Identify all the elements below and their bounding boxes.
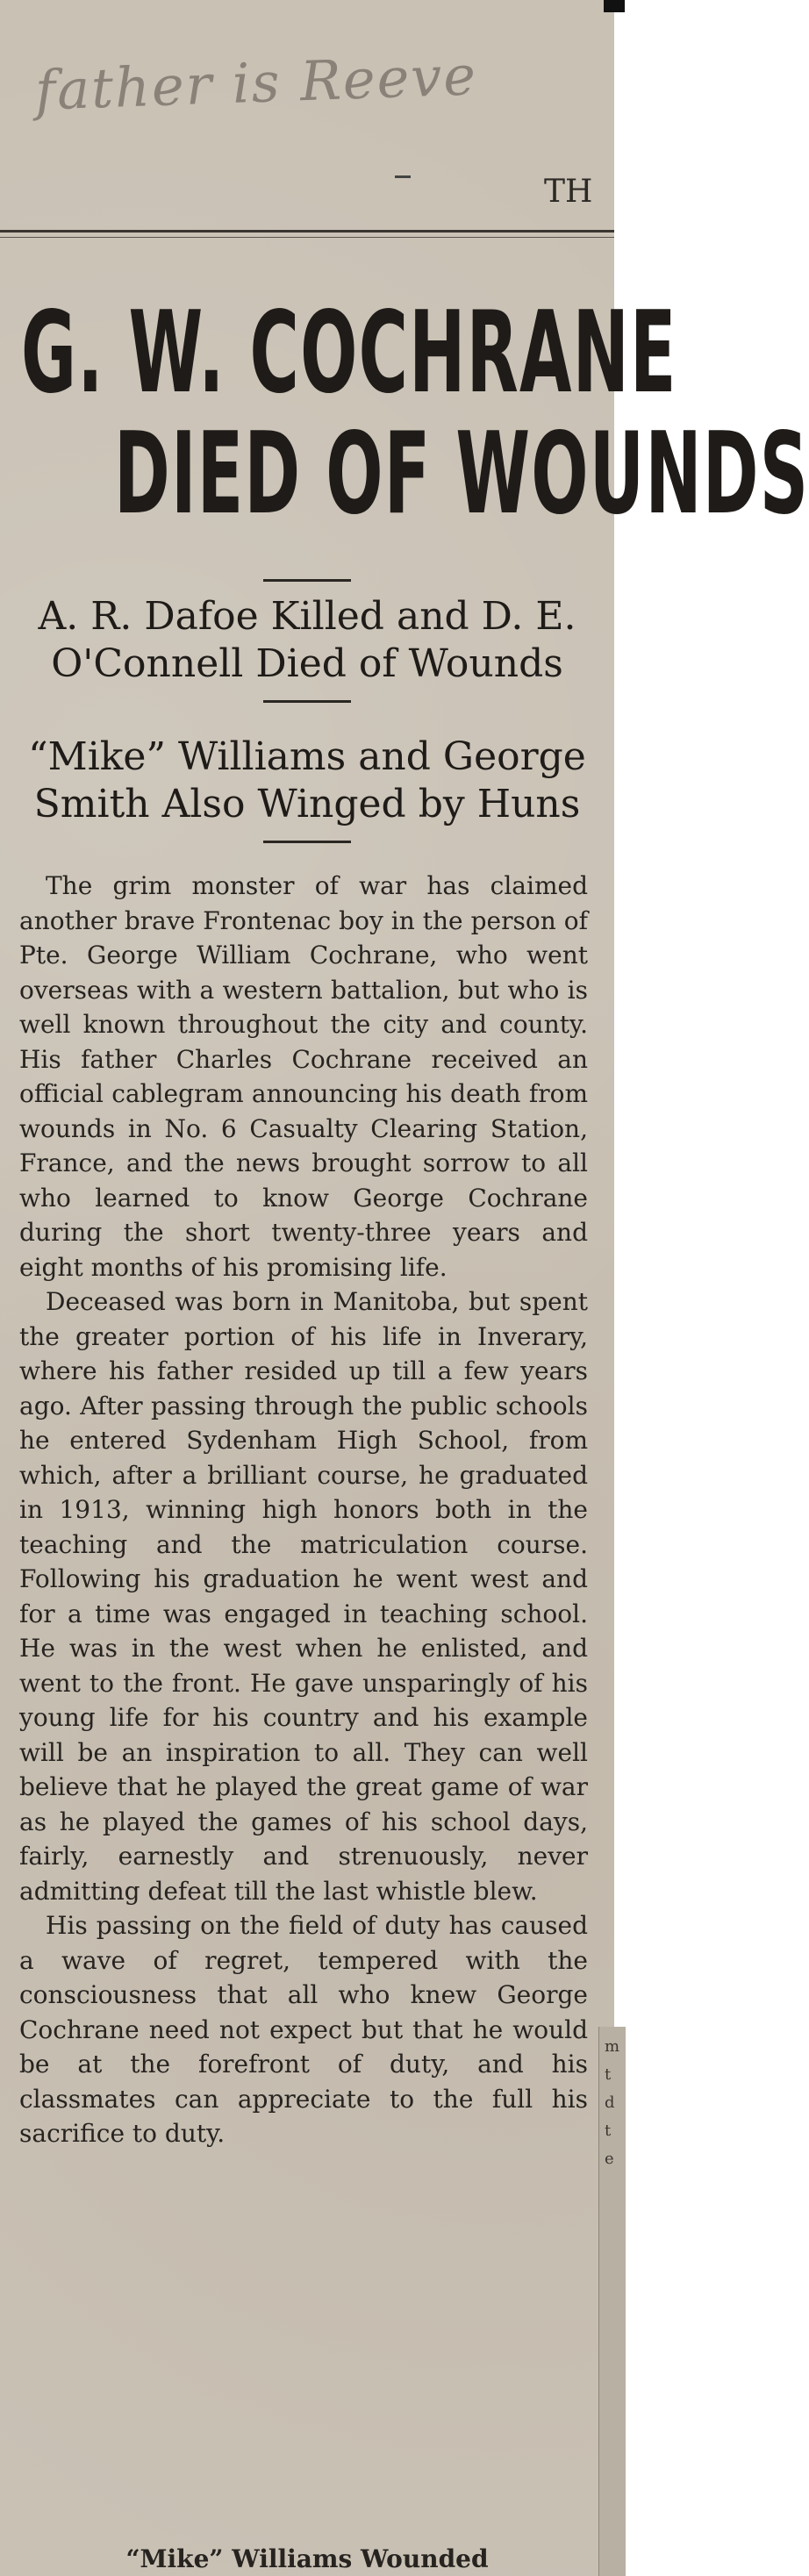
scan-corner bbox=[604, 0, 625, 12]
deck-1-line-1: A. R. Dafoe Killed and D. E. bbox=[38, 594, 576, 639]
column-rule bbox=[0, 230, 614, 233]
separator-rule bbox=[263, 579, 351, 582]
article-body bbox=[19, 869, 588, 2151]
deck-1 bbox=[0, 593, 614, 688]
fragment-letter: t bbox=[605, 2065, 612, 2084]
deck-2-line-2: Smith Also Winged by Huns bbox=[33, 782, 581, 826]
separator-rule bbox=[263, 841, 351, 843]
masthead-fragment: TH bbox=[544, 174, 593, 210]
fragment-letter: e bbox=[605, 2150, 614, 2168]
article-paragraph-1: The grim monster of war has claimed another brave Frontenac boy in the person of Pte. George William Cochrane, who went overseas with a western battalion, but who is well known throughout the city and county. His father Charles Cochrane received an official cablegram announcing his death from wounds in No. 6 Casualty Clearing Station, France, and the news brought sorrow to all who learned to know George Cochrane during the short twenty-three years and eight months of his promising life. bbox=[19, 871, 588, 1282]
deck-1-line-2: O'Connell Died of Wounds bbox=[51, 641, 563, 686]
column-rule-thin bbox=[0, 237, 614, 238]
fragment-letter: d bbox=[605, 2093, 615, 2112]
headline-line-1: G. W. COCHRANE bbox=[21, 288, 677, 419]
fragment-letter: m bbox=[605, 2037, 620, 2056]
article-paragraph-2: Deceased was born in Manitoba, but spent the greater portion of his life in Inverary, where his father resided up till a few years ago. After passing through the public schools he entered Sydenham High School, from which, after a brilliant course, he graduated in 1913, winning high honors both in the teaching and the matriculation course. Following his graduation he went west and for a time was engaged in teaching school. He was in the west when he enlisted, and went to the front. He gave unsparingly of his young life for his country and his example will be an inspiration to all. They can well believe that he played the great game of war as he played the games of his school days, fairly, earnestly and strenuously, never admitting defeat till the last whistle blew. bbox=[19, 1287, 588, 1906]
masthead-dash bbox=[395, 175, 411, 178]
next-subhead: “Mike” Williams Wounded bbox=[125, 2544, 489, 2573]
handwritten-note: father is Reeve bbox=[33, 43, 479, 123]
headline-line-2: DIED OF WOUNDS bbox=[114, 409, 809, 540]
adjacent-column-fragment bbox=[598, 2027, 626, 2576]
deck-2 bbox=[0, 733, 614, 828]
article-paragraph-3: His passing on the field of duty has caused a wave of regret, tempered with the consciousness that all who knew George Cochrane need not expect but that he would be at the forefront of duty, and his classmates can appreciate to the full his sacrifice to duty. bbox=[19, 1911, 588, 2148]
deck-2-line-1: “Mike” Williams and George bbox=[28, 734, 586, 779]
separator-rule bbox=[263, 700, 351, 703]
fragment-letter: t bbox=[605, 2122, 612, 2140]
